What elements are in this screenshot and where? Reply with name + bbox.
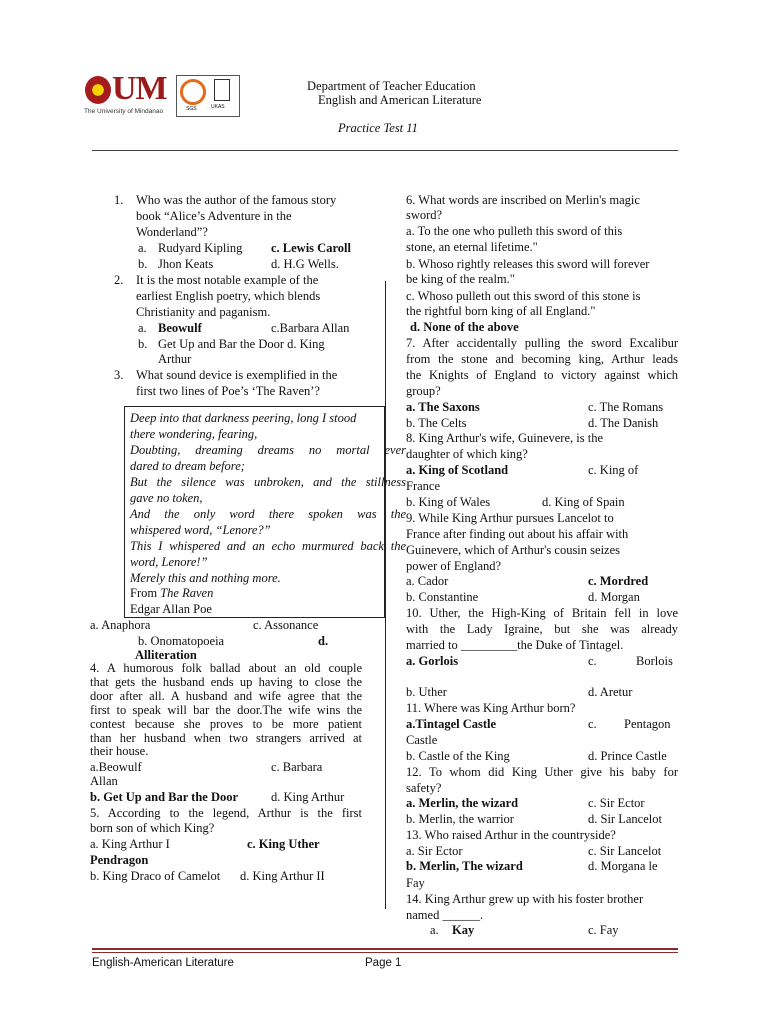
- question-text: 11. Where was King Arthur born?: [406, 701, 576, 715]
- question-text: power of England?: [406, 559, 502, 573]
- choice-text: b. King of Wales: [406, 495, 491, 509]
- choice-letter: b.: [138, 337, 148, 351]
- answer-choice: d.: [318, 634, 329, 648]
- question-number: 1.: [114, 193, 124, 207]
- choice-text: a. Cador: [406, 574, 449, 588]
- question-text: door after all. A husband and wife agree that the: [90, 689, 362, 703]
- answer-choice: c. King Uther: [247, 837, 320, 851]
- question-text: from the stone and becoming king, Arthur leads: [406, 352, 678, 366]
- question-text: 5. According to the legend, Arthur is the first: [90, 806, 362, 820]
- choice-text: be king of the realm.": [406, 272, 515, 286]
- choice-text: d. The Danish: [588, 416, 659, 430]
- choice-text: France: [406, 479, 441, 493]
- sgs-logo-icon: [180, 79, 206, 105]
- poem-line: whispered word, “Lenore?”: [130, 523, 271, 537]
- question-text: named ______.: [406, 908, 484, 922]
- choice-text: d. Prince Castle: [588, 749, 667, 763]
- question-text: daughter of which king?: [406, 447, 528, 461]
- answer-choice: c. Mordred: [588, 574, 649, 588]
- question-text: 6. What words are inscribed on Merlin's magic: [406, 193, 640, 207]
- poem-line: Merely this and nothing more.: [130, 571, 281, 585]
- answer-choice: a.Tintagel Castle: [406, 717, 497, 731]
- choice-text: b. Constantine: [406, 590, 479, 604]
- question-text: contest because she proves to be more patient: [90, 717, 362, 731]
- question-text: first to speak will bar the door.The wife wins the: [90, 703, 362, 717]
- question-text: Who was the author of the famous story: [136, 193, 337, 207]
- poem-line: dared to dream before;: [130, 459, 245, 473]
- poem-line: This I whispered and an echo murmured back the: [130, 539, 406, 553]
- choice-text: Borlois: [636, 654, 673, 668]
- question-text: 12. To whom did King Uther give his baby for: [406, 765, 678, 779]
- answer-choice: a. Gorlois: [406, 654, 459, 668]
- choice-text: a. Anaphora: [90, 618, 151, 632]
- poem-line: there wondering, fearing,: [130, 427, 258, 441]
- choice-letter: c.: [588, 654, 597, 668]
- poem-source-label: From: [130, 586, 161, 600]
- question-text: 14. King Arthur grew up with his foster brother: [406, 892, 644, 906]
- question-text: What sound device is exemplified in the: [136, 368, 338, 382]
- choice-text: b. Onomatopoeia: [138, 634, 225, 648]
- question-text: book “Alice’s Adventure in the: [136, 209, 292, 223]
- choice-text: Fay: [406, 876, 425, 890]
- choice-text: b. Castle of the King: [406, 749, 510, 763]
- choice-text: b. Merlin, the warrior: [406, 812, 514, 826]
- page-number: Page 1: [365, 957, 402, 969]
- choice-text: d. King Arthur II: [240, 869, 325, 883]
- choice-text: c. Sir Ector: [588, 796, 645, 810]
- choice-text: c. The Romans: [588, 400, 664, 414]
- answer-choice: c. Lewis Caroll: [271, 241, 351, 255]
- poem-line: Doubting, dreaming dreams no mortal ever: [130, 443, 406, 457]
- question-text: sword?: [406, 208, 443, 222]
- answer-choice: d. None of the above: [410, 320, 519, 334]
- question-text: than her husband when two strangers arrived at: [90, 731, 362, 745]
- university-seal-icon: [85, 76, 111, 104]
- choice-text: d. Aretur: [588, 685, 633, 699]
- choice-text: Castle: [406, 733, 438, 747]
- answer-choice: a. Merlin, the wizard: [406, 796, 519, 810]
- question-text: with the Lady Igraine, but she was already: [406, 622, 678, 636]
- question-text: 13. Who raised Arthur in the countryside?: [406, 828, 616, 842]
- answer-choice: Pendragon: [90, 853, 149, 867]
- choice-text: Get Up and Bar the Door d. King: [158, 337, 325, 351]
- question-text: that gets the husband ends up having to close the: [90, 675, 362, 689]
- question-text: the Knights of England to victory against which: [406, 368, 678, 382]
- choice-text: c. Barbara: [271, 760, 323, 774]
- poem-source: [130, 585, 213, 601]
- question-text: It is the most notable example of the: [136, 273, 319, 287]
- choice-text: Arthur: [158, 352, 192, 366]
- poem-line: gave no token,: [130, 491, 203, 505]
- question-text: safety?: [406, 781, 442, 795]
- question-text: married to _________the Duke of Tintagel.: [406, 638, 624, 652]
- question-text: Guinevere, which of Arthur's cousin seizes: [406, 543, 621, 557]
- choice-text: b. Uther: [406, 685, 447, 699]
- choice-text: c. Sir Lancelot: [588, 844, 662, 858]
- sgs-label: SGS: [186, 106, 197, 112]
- choice-letter: a.: [138, 241, 147, 255]
- answer-choice: b. Get Up and Bar the Door: [90, 790, 239, 804]
- choice-text: c. King of: [588, 463, 639, 477]
- column-divider: [385, 281, 386, 909]
- question-text: earliest English poetry, which blends: [136, 289, 321, 303]
- answer-choice: b. Merlin, The wizard: [406, 859, 523, 873]
- question-text: 9. While King Arthur pursues Lancelot to: [406, 511, 614, 525]
- choice-letter: a.: [430, 923, 439, 937]
- question-text: Wonderland”?: [136, 225, 208, 239]
- choice-text: c.Barbara Allan: [271, 321, 350, 335]
- question-number: 2.: [114, 273, 124, 287]
- ukas-crown-icon: [214, 79, 230, 101]
- question-text: their house.: [90, 744, 149, 758]
- choice-text: a. To the one who pulleth this sword of this: [406, 224, 623, 238]
- answer-choice: a. King of Scotland: [406, 463, 509, 477]
- poem-line: Deep into that darkness peering, long I stood: [130, 411, 357, 425]
- choice-text: Rudyard Kipling: [158, 241, 243, 255]
- university-name: The University of Mindanao: [84, 108, 164, 115]
- choice-text: a. Sir Ector: [406, 844, 463, 858]
- course-title: English and American Literature: [318, 93, 482, 107]
- choice-text: c. Assonance: [253, 618, 319, 632]
- choice-text: b. King Draco of Camelot: [90, 869, 221, 883]
- question-number: 3.: [114, 368, 124, 382]
- footer-rule: [92, 948, 678, 950]
- question-text: 10. Uther, the High-King of Britain fell in love: [406, 606, 678, 620]
- poem-author: Edgar Allan Poe: [130, 602, 212, 616]
- choice-letter: b.: [138, 257, 148, 271]
- choice-text: Pentagon: [624, 717, 671, 731]
- choice-text: Jhon Keats: [158, 257, 214, 271]
- question-text: first two lines of Poe’s ‘The Raven’?: [136, 384, 320, 398]
- choice-text: stone, an eternal lifetime.": [406, 240, 538, 254]
- choice-text: d. Sir Lancelot: [588, 812, 662, 826]
- choice-text: d. King of Spain: [542, 495, 625, 509]
- department-title: Department of Teacher Education: [307, 79, 476, 93]
- question-text: born son of which King?: [90, 821, 215, 835]
- question-text: Christianity and paganism.: [136, 305, 271, 319]
- footer-course: English-American Literature: [92, 957, 234, 969]
- poem-line: And the only word there spoken was the: [130, 507, 406, 521]
- choice-text: b. The Celts: [406, 416, 467, 430]
- choice-text: Allan: [90, 774, 118, 788]
- choice-text: b. Whoso rightly releases this sword will forever: [406, 257, 650, 271]
- footer-rule-thin: [92, 952, 678, 953]
- header-rule: [92, 150, 678, 151]
- university-logo: UM: [112, 70, 167, 107]
- answer-choice: a. The Saxons: [406, 400, 480, 414]
- answer-choice: Beowulf: [158, 321, 202, 335]
- choice-text: c. Fay: [588, 923, 619, 937]
- question-text: group?: [406, 384, 441, 398]
- answer-choice: Kay: [452, 923, 475, 937]
- test-title: Practice Test 11: [338, 121, 418, 135]
- choice-text: a.Beowulf: [90, 760, 142, 774]
- ukas-label: UKAS: [211, 104, 225, 110]
- choice-text: d. King Arthur: [271, 790, 345, 804]
- choice-text: a. King Arthur I: [90, 837, 170, 851]
- question-text: 7. After accidentally pulling the sword Excalibur: [406, 336, 678, 350]
- poem-line: word, Lenore!”: [130, 555, 208, 569]
- question-text: 4. A humorous folk ballad about an old couple: [90, 661, 362, 675]
- choice-letter: c.: [588, 717, 597, 731]
- question-text: France after finding out about his affair with: [406, 527, 629, 541]
- choice-text: the rightful born king of all England.": [406, 304, 596, 318]
- poem-line: But the silence was unbroken, and the stillness: [130, 475, 406, 489]
- choice-text: d. H.G Wells.: [271, 257, 339, 271]
- choice-letter: a.: [138, 321, 147, 335]
- choice-text: c. Whoso pulleth out this sword of this stone is: [406, 289, 641, 303]
- question-text: 8. King Arthur's wife, Guinevere, is the: [406, 431, 604, 445]
- choice-text: d. Morgana le: [588, 859, 658, 873]
- answer-choice: Alliteration: [135, 648, 197, 662]
- poem-source-title: The Raven: [160, 586, 214, 600]
- choice-text: d. Morgan: [588, 590, 640, 604]
